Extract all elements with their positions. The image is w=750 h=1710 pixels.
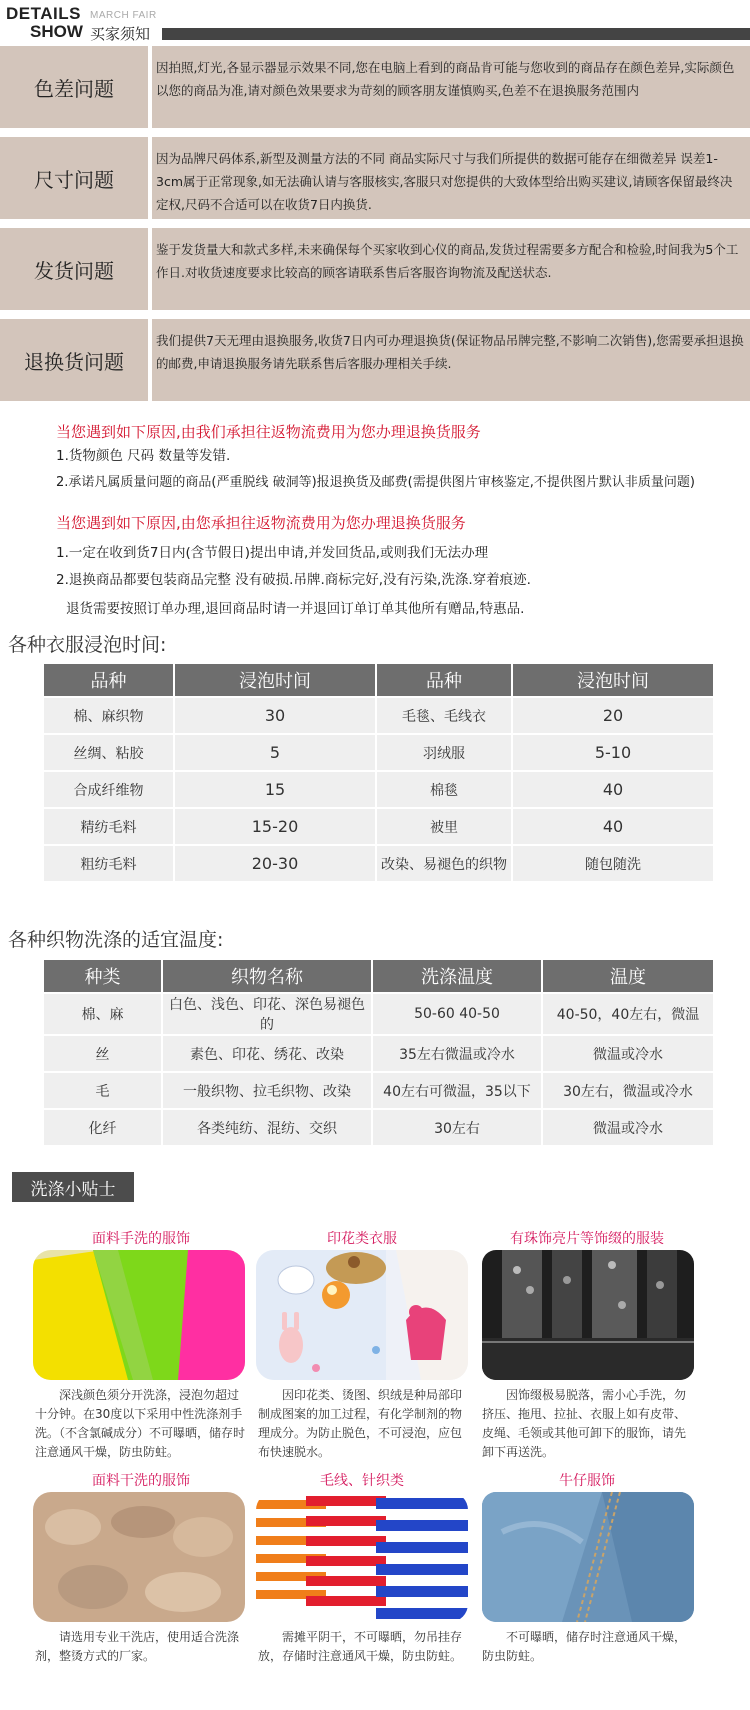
soak-time-table	[42, 662, 715, 883]
table-row	[44, 846, 713, 881]
tip-card-text: 因饰缀极易脱落，需小心手洗，勿挤压、拖甩、拉扯、衣服上如有皮带、皮绳、毛领或其他可卸下的服饰，请先卸下再送洗。	[482, 1388, 687, 1459]
table-cell: 40	[513, 809, 713, 844]
table-cell: 丝	[44, 1036, 161, 1071]
notice-text: 鉴于发货量大和款式多样,未来确保每个买家收到心仪的商品,发货过程需要多方配合和检验,时间我为5个工作日.对收货速度要求比较高的顾客请联系售后客服咨询物流及配送状态.	[152, 228, 750, 310]
notice-shipping	[0, 228, 750, 310]
table-cell: 合成纤维物	[44, 772, 173, 807]
tip-card-title: 牛仔服饰	[559, 1473, 615, 1489]
tip-card-text: 因印花类、烫图、织绒是种局部印制成图案的加工过程，有化学制剂的物理成分。为防止脱色，不可浸泡，应包布快速脱水。	[258, 1388, 463, 1459]
table-cell: 5	[175, 735, 375, 770]
table-cell: 30左右，微温或冷水	[543, 1073, 713, 1108]
washing-tips-title: 洗涤小贴士	[12, 1172, 134, 1202]
table-cell: 15-20	[175, 809, 375, 844]
column-header: 浸泡时间	[513, 664, 713, 696]
table-cell: 棉、麻	[44, 994, 161, 1034]
table-cell: 5-10	[513, 735, 713, 770]
policy-item: 2.承诺凡属质量问题的商品(严重脱线 破洞等)报退换货及邮费(需提供图片审核鉴定,不提供图片默认非质量问题)	[56, 475, 695, 490]
tip-card-text: 需摊平阴干，不可曝晒，勿吊挂存放，存储时注意通风干燥，防虫防蛀。	[258, 1630, 463, 1663]
dry-clean-fabric-image	[33, 1492, 245, 1622]
wash-temperature-table	[42, 958, 715, 1147]
buyer-notice-title: 买家须知	[90, 25, 151, 43]
table-cell: 30左右	[373, 1110, 541, 1145]
table-row	[44, 772, 713, 807]
column-header: 种类	[44, 960, 161, 992]
table-cell: 化纤	[44, 1110, 161, 1145]
tip-card-text: 不可曝晒，储存时注意通风干燥，防虫防蛀。	[482, 1630, 687, 1663]
tip-card-title: 毛线、针织类	[320, 1473, 404, 1489]
notice-label: 退换货问题	[0, 319, 148, 401]
column-header: 织物名称	[163, 960, 371, 992]
table-cell: 棉毯	[377, 772, 511, 807]
column-header: 品种	[44, 664, 173, 696]
table-cell: 微温或冷水	[543, 1110, 713, 1145]
table-cell: 粗纺毛料	[44, 846, 173, 881]
table-cell: 30	[175, 698, 375, 733]
policy-item: 2.退换商品都要包装商品完整 没有破损.吊牌.商标完好,没有污染,洗涤.穿着痕迹.	[56, 572, 531, 588]
table-row	[44, 809, 713, 844]
table-cell: 被里	[377, 809, 511, 844]
table-row	[44, 698, 713, 733]
knitwear-image	[256, 1492, 468, 1622]
soak-section-title: 各种衣服浸泡时间:	[8, 634, 167, 656]
table-cell: 素色、印花、绣花、改染	[163, 1036, 371, 1071]
tip-card-text: 请选用专业干洗店，使用适合洗涤剂，整烫方式的厂家。	[35, 1630, 240, 1663]
notice-label: 色差问题	[0, 46, 148, 128]
table-cell: 精纺毛料	[44, 809, 173, 844]
notice-returns	[0, 319, 750, 401]
table-cell: 毛	[44, 1073, 161, 1108]
table-row	[44, 1036, 713, 1071]
table-cell: 40左右可微温，35以下	[373, 1073, 541, 1108]
table-cell: 40	[513, 772, 713, 807]
table-row	[44, 1110, 713, 1145]
table-row	[44, 735, 713, 770]
table-cell: 随包随洗	[513, 846, 713, 881]
table-header-row	[44, 664, 713, 696]
table-cell: 丝绸、粘胶	[44, 735, 173, 770]
sequin-clothing-image	[482, 1250, 694, 1380]
table-cell: 20	[513, 698, 713, 733]
column-header: 温度	[543, 960, 713, 992]
details-header	[0, 0, 750, 44]
column-header: 洗涤温度	[373, 960, 541, 992]
policy-item: 1.货物颜色 尺码 数量等发错.	[56, 448, 231, 464]
policy-note: 退货需要按照订单办理,退回商品时请一并退回订单订单其他所有赠品,特惠品.	[66, 601, 525, 617]
denim-image	[482, 1492, 694, 1622]
table-cell: 50-60 40-50	[373, 994, 541, 1034]
tip-card-title: 有珠饰亮片等饰缀的服装	[510, 1231, 664, 1247]
notice-text: 因拍照,灯光,各显示器显示效果不同,您在电脑上看到的商品肯可能与您收到的商品存在颜色差异,实际颜色以您的商品为准,请对颜色效果要求为苛刻的顾客朋友谨慎购买,色差不在退换服务范围内	[152, 46, 750, 128]
policy-item: 1.一定在收到货7日内(含节假日)提出申请,并发回货品,或则我们无法办理	[56, 545, 489, 561]
table-cell: 20-30	[175, 846, 375, 881]
notice-label: 发货问题	[0, 228, 148, 310]
header-bar	[162, 28, 750, 40]
details-label: DETAILS	[6, 4, 81, 23]
tip-card-title: 印花类衣服	[327, 1231, 397, 1247]
column-header: 品种	[377, 664, 511, 696]
table-cell: 毛毯、毛线衣	[377, 698, 511, 733]
tip-card-title: 面料干洗的服饰	[92, 1473, 190, 1489]
table-cell: 白色、浅色、印花、深色易褪色的	[163, 994, 371, 1034]
table-cell: 40-50，40左右，微温	[543, 994, 713, 1034]
table-cell: 棉、麻织物	[44, 698, 173, 733]
table-cell: 各类纯纺、混纺、交织	[163, 1110, 371, 1145]
table-cell: 15	[175, 772, 375, 807]
table-row	[44, 1073, 713, 1108]
notice-size	[0, 137, 750, 219]
hand-wash-fabric-image	[33, 1250, 245, 1380]
notice-text: 因为品牌尺码体系,新型及测量方法的不同 商品实际尺寸与我们所提供的数据可能存在细微差异 误差1-3cm属于正常现象,如无法确认请与客服核实,客服只对您提供的大致体型给出购买建议,请顾客保留最终决定权,尺码不合适可以在收货7日内换货.	[152, 137, 750, 219]
notice-label: 尺寸问题	[0, 137, 148, 219]
policy-heading-buyer-pays: 当您遇到如下原因,由您承担往返物流费用为您办理退换货服务	[56, 514, 466, 532]
temperature-section-title: 各种织物洗涤的适宜温度:	[8, 929, 224, 951]
table-row	[44, 994, 713, 1034]
table-cell: 改染、易褪色的织物	[377, 846, 511, 881]
table-cell: 微温或冷水	[543, 1036, 713, 1071]
show-label: SHOW	[30, 22, 83, 41]
policy-heading-seller-pays: 当您遇到如下原因,由我们承担往返物流费用为您办理退换货服务	[56, 423, 481, 441]
column-header: 浸泡时间	[175, 664, 375, 696]
table-header-row	[44, 960, 713, 992]
notice-text: 我们提供7天无理由退换服务,收货7日内可办理退换货(保证物品吊牌完整,不影响二次销售),您需要承担退换的邮费,申请退换服务请先联系售后客服办理相关手续.	[152, 319, 750, 401]
march-fair-label: MARCH FAIR	[90, 10, 157, 21]
notice-color-difference	[0, 46, 750, 128]
table-cell: 羽绒服	[377, 735, 511, 770]
table-cell: 35左右微温或冷水	[373, 1036, 541, 1071]
tip-card-title: 面料手洗的服饰	[92, 1231, 190, 1247]
table-cell: 一般织物、拉毛织物、改染	[163, 1073, 371, 1108]
tip-card-text: 深浅颜色须分开洗涤，浸泡勿超过十分钟。在30度以下采用中性洗涤剂手洗。（不含氯碱成分）不可曝晒，储存时注意通风干燥，防虫防蛀。	[35, 1388, 246, 1459]
printed-clothing-image	[256, 1250, 468, 1380]
